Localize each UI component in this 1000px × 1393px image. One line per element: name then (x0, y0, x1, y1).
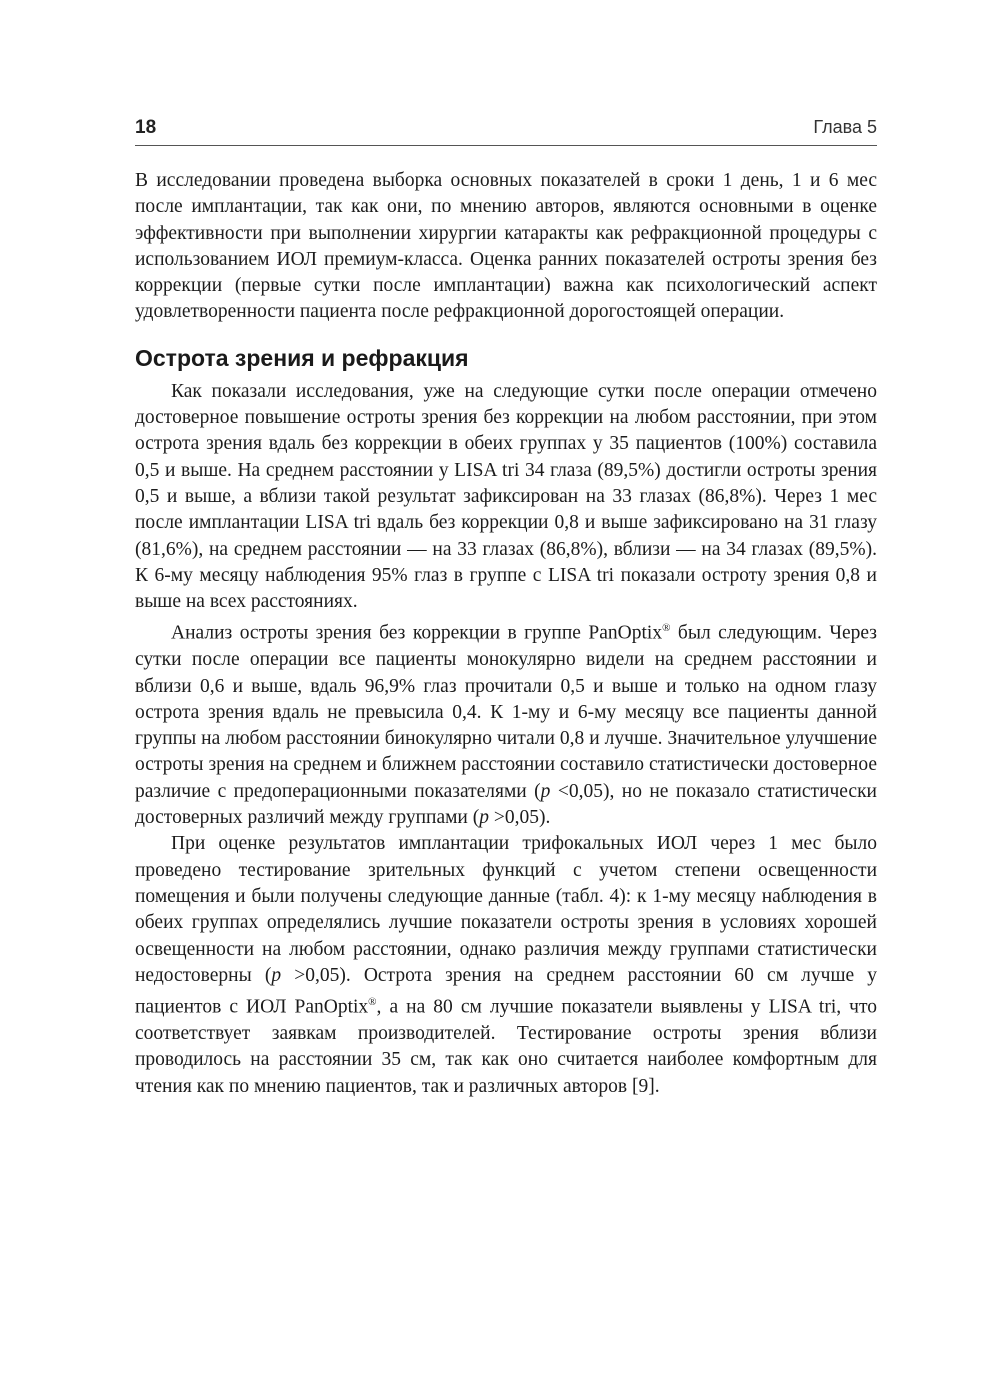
paragraph-2-part-d: >0,05). (489, 807, 551, 829)
paragraph-3-part-c: , а на 80 см лучшие показатели выявлены у LISA tri, что соответствует заявкам производителей. Тестирование остроты зрения вблизи проводилось на расстоянии 35 см, так как оно считается наиболее комфортным для чтения как по мнению пациентов, так и различных авторов [9]. (135, 996, 877, 1097)
page-header (135, 117, 877, 147)
paragraph-2-part-a: Анализ остроты зрения без коррекции в группе PanOptix (171, 622, 663, 644)
paragraph-3-part-a: При оценке результатов имплантации трифокальных ИОЛ через 1 мес было проведено тестирование зрительных функций с учетом степени освещенности помещения и были получены следующие данные (табл. 4): к 1-му месяцу наблюдения в обеих группах определялись лучшие показатели остроты зрения в условиях хорошей освещенности на любом расстоянии, однако различия между группами статистически недостоверны ( (135, 833, 877, 986)
page-body (135, 168, 877, 1100)
paragraph-3 (135, 831, 877, 1099)
paragraph-2-part-b: был следующим. Через сутки после операции все пациенты монокулярно видели на среднем расстоянии и вблизи 0,6 и выше, вдаль 96,9% глаз прочитали 0,5 и выше и только на одном глазу острота зрения вдаль не превысила 0,4. К 1-му и 6-му месяцу все пациенты данной группы на любом расстоянии бинокулярно читали 0,8 и лучше. Значительное улучшение остроты зрения на среднем и ближнем расстоянии составило статистически достоверное различие с предоперационными показателями ( (135, 622, 877, 802)
paragraph-2 (135, 615, 877, 831)
registered-mark: ® (662, 622, 671, 635)
paragraph-1: Как показали исследования, уже на следующие сутки после операции отмечено достоверное повышение остроты зрения без коррекции на любом расстоянии, при этом острота зрения вдаль без коррекции в обеих группах у 35 пациентов (100%) составила 0,5 и выше. На среднем расстоянии у LISA tri 34 глаза (89,5%) достигли остроты зрения 0,5 и выше, а вблизи такой результат зафиксирован на 33 глазах (86,8%). Через 1 мес после имплантации LISA tri вдаль без коррекции 0,8 и выше зафиксировано на 31 глазу (81,6%), на среднем расстоянии — на 33 глазах (86,8%), вблизи — на 34 глазах (89,5%). К 6-му месяцу наблюдения 95% глаз в группе с LISA tri показали остроту зрения 0,8 и выше на всех расстояниях. (135, 380, 877, 613)
page-number: 18 (135, 117, 157, 138)
section-title: Острота зрения и рефракция (135, 344, 469, 371)
p-value-symbol: p (540, 780, 551, 802)
paragraph-2-part-c: <0,05), но не показало статистически достоверных различий между группами ( (135, 780, 877, 829)
p-value-symbol: p (271, 964, 282, 986)
paragraph-3-part-b: >0,05). Острота зрения на среднем расстоянии 60 см лучше у пациентов с ИОЛ PanOptix (135, 964, 877, 1018)
intro-paragraph: В исследовании проведена выборка основных показателей в сроки 1 день, 1 и 6 мес после имплантации, так как они, по мнению авторов, являются основными в оценке эффективности при выполнении хирургии катаракты как рефракционной процедуры с использованием ИОЛ премиум-класса. Оценка ранних показателей остроты зрения без коррекции (первые сутки после имплантации) важна как психологический аспект удовлетворенности пациента после рефракционной дорогостоящей операции. (135, 170, 877, 323)
chapter-label: Глава 5 (813, 117, 877, 137)
registered-mark: ® (368, 996, 377, 1009)
header-divider (135, 145, 877, 146)
p-value-symbol: p (479, 807, 489, 829)
